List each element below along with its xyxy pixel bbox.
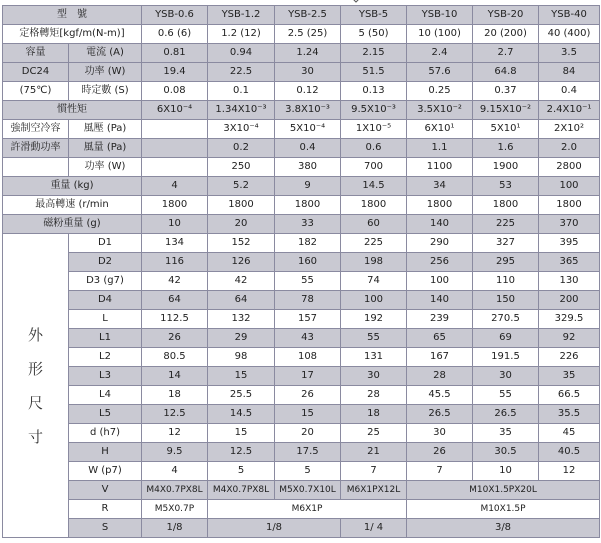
value-cell: 192 bbox=[341, 310, 407, 329]
dimension-row bbox=[3, 462, 600, 481]
value-cell: 14.5 bbox=[208, 405, 275, 424]
value-cell: 10 bbox=[142, 215, 208, 234]
value-cell: 55 bbox=[473, 386, 539, 405]
row-label: D4 bbox=[69, 291, 142, 310]
value-cell: 17.5 bbox=[275, 443, 341, 462]
value-cell: 2.4X10⁻¹ bbox=[539, 101, 600, 120]
group-label bbox=[3, 158, 69, 177]
value-cell: 12.5 bbox=[208, 443, 275, 462]
row-label: L1 bbox=[69, 329, 142, 348]
value-cell: 42 bbox=[142, 272, 208, 291]
value-cell: 25.5 bbox=[208, 386, 275, 405]
value-cell: 35 bbox=[473, 424, 539, 443]
group-label: (75℃) bbox=[3, 82, 69, 101]
value-cell: 14.5 bbox=[341, 177, 407, 196]
value-cell: 15 bbox=[208, 367, 275, 386]
value-cell: 34 bbox=[407, 177, 473, 196]
value-cell: 6X10¹ bbox=[407, 120, 473, 139]
row-label: 風量 (Pa) bbox=[69, 139, 142, 158]
value-cell: 100 bbox=[407, 272, 473, 291]
value-cell: 30 bbox=[407, 424, 473, 443]
row-label: 電流 (A) bbox=[69, 44, 142, 63]
group-label: 容量 bbox=[3, 44, 69, 63]
dimension-row bbox=[3, 424, 600, 443]
value-cell: 66.5 bbox=[539, 386, 600, 405]
value-cell: 45.5 bbox=[407, 386, 473, 405]
value-cell: 395 bbox=[539, 234, 600, 253]
value-cell: 239 bbox=[407, 310, 473, 329]
value-cell: 64 bbox=[142, 291, 208, 310]
value-cell: M10X1.5P bbox=[407, 500, 600, 519]
value-cell: 35 bbox=[539, 367, 600, 386]
value-cell: 2.4 bbox=[407, 44, 473, 63]
value-cell: 30.5 bbox=[473, 443, 539, 462]
dimension-group-char: 形 bbox=[27, 359, 43, 378]
dimension-group-char: 尺 bbox=[27, 393, 43, 412]
group-label: 強制空冷容 bbox=[3, 120, 69, 139]
model-header: YSB-40 bbox=[539, 6, 600, 25]
torque-row bbox=[3, 25, 600, 44]
value-cell: 0.6 bbox=[341, 139, 407, 158]
value-cell: 0.1 bbox=[208, 82, 275, 101]
value-cell: 198 bbox=[341, 253, 407, 272]
value-cell: 256 bbox=[407, 253, 473, 272]
value-cell: 295 bbox=[473, 253, 539, 272]
value-cell: 3.5X10⁻² bbox=[407, 101, 473, 120]
group-label: 許滑動功率 bbox=[3, 139, 69, 158]
value-cell: 132 bbox=[208, 310, 275, 329]
value-cell: 64 bbox=[208, 291, 275, 310]
value-cell: 20 (200) bbox=[473, 25, 539, 44]
value-cell: 110 bbox=[473, 272, 539, 291]
row-label: 功率 (W) bbox=[69, 158, 142, 177]
value-cell: 9.5 bbox=[142, 443, 208, 462]
value-cell: 100 bbox=[341, 291, 407, 310]
value-cell: 28 bbox=[407, 367, 473, 386]
value-cell: 17 bbox=[275, 367, 341, 386]
value-cell: 250 bbox=[208, 158, 275, 177]
value-cell: 0.08 bbox=[142, 82, 208, 101]
value-cell: 6X10⁻⁴ bbox=[142, 101, 208, 120]
model-header: YSB-0.6 bbox=[142, 6, 208, 25]
model-header-label: 型 號 bbox=[3, 6, 142, 25]
value-cell: 4 bbox=[142, 177, 208, 196]
row-label: 風壓 (Pa) bbox=[69, 120, 142, 139]
value-cell: 84 bbox=[539, 63, 600, 82]
value-cell: 20 bbox=[275, 424, 341, 443]
value-cell: 1/8 bbox=[208, 519, 341, 538]
value-cell: 100 bbox=[539, 177, 600, 196]
value-cell: 35.5 bbox=[539, 405, 600, 424]
value-cell: 15 bbox=[275, 405, 341, 424]
value-cell: 14 bbox=[142, 367, 208, 386]
value-cell: 1.34X10⁻³ bbox=[208, 101, 275, 120]
value-cell: 329.5 bbox=[539, 310, 600, 329]
value-cell: 7 bbox=[407, 462, 473, 481]
row-label: D1 bbox=[69, 234, 142, 253]
row-label: L3 bbox=[69, 367, 142, 386]
value-cell: 12 bbox=[539, 462, 600, 481]
row-label: 磁粉重量 (g) bbox=[3, 215, 142, 234]
row-label: V bbox=[69, 481, 142, 500]
value-cell bbox=[142, 158, 208, 177]
inertia-row bbox=[3, 101, 600, 120]
dimension-row bbox=[3, 386, 600, 405]
value-cell: 26 bbox=[142, 329, 208, 348]
thread-r-row bbox=[3, 500, 600, 519]
value-cell: M5X0.7X10L bbox=[275, 481, 341, 500]
value-cell: 80.5 bbox=[142, 348, 208, 367]
value-cell: 74 bbox=[341, 272, 407, 291]
dimension-group-char: 寸 bbox=[27, 427, 43, 446]
value-cell: 112.5 bbox=[142, 310, 208, 329]
dimension-row bbox=[3, 367, 600, 386]
model-header: YSB-20 bbox=[473, 6, 539, 25]
powder_weight-row bbox=[3, 215, 600, 234]
value-cell: 3.8X10⁻³ bbox=[275, 101, 341, 120]
group-label: DC24 bbox=[3, 63, 69, 82]
model-header: YSB-10 bbox=[407, 6, 473, 25]
value-cell: 51.5 bbox=[341, 63, 407, 82]
value-cell: 150 bbox=[473, 291, 539, 310]
value-cell: 2.0 bbox=[539, 139, 600, 158]
value-cell: 4 bbox=[142, 462, 208, 481]
row-label: D3 (g7) bbox=[69, 272, 142, 291]
thread-s-row bbox=[3, 519, 600, 538]
thread-v-row bbox=[3, 481, 600, 500]
value-cell: 18 bbox=[341, 405, 407, 424]
value-cell: 0.13 bbox=[341, 82, 407, 101]
dimension-row bbox=[3, 272, 600, 291]
value-cell: 57.6 bbox=[407, 63, 473, 82]
value-cell bbox=[142, 120, 208, 139]
value-cell: 2.5 (25) bbox=[275, 25, 341, 44]
value-cell: 64.8 bbox=[473, 63, 539, 82]
value-cell: 3.5 bbox=[539, 44, 600, 63]
dimension-row bbox=[3, 234, 600, 253]
row-label: S bbox=[69, 519, 142, 538]
dimension-row bbox=[3, 329, 600, 348]
value-cell: 29 bbox=[208, 329, 275, 348]
dimension-row bbox=[3, 310, 600, 329]
value-cell: 20 bbox=[208, 215, 275, 234]
value-cell: 1900 bbox=[473, 158, 539, 177]
value-cell: M10X1.5PX20L bbox=[407, 481, 600, 500]
value-cell: 1100 bbox=[407, 158, 473, 177]
value-cell: M4X0.7PX8L bbox=[142, 481, 208, 500]
row-label: 時定數 (S) bbox=[69, 82, 142, 101]
value-cell: 43 bbox=[275, 329, 341, 348]
weight-row bbox=[3, 177, 600, 196]
value-cell: M5X0.7P bbox=[142, 500, 208, 519]
value-cell: 30 bbox=[341, 367, 407, 386]
value-cell: 1800 bbox=[275, 196, 341, 215]
value-cell: 140 bbox=[407, 291, 473, 310]
row-label: H bbox=[69, 443, 142, 462]
row-label: L4 bbox=[69, 386, 142, 405]
value-cell: 0.2 bbox=[208, 139, 275, 158]
dimension-row bbox=[3, 443, 600, 462]
value-cell: 2X10² bbox=[539, 120, 600, 139]
dimension-row bbox=[3, 253, 600, 272]
dimension-group-char: 外 bbox=[27, 325, 43, 344]
value-cell: 700 bbox=[341, 158, 407, 177]
value-cell: 33 bbox=[275, 215, 341, 234]
value-cell: 21 bbox=[341, 443, 407, 462]
row-label: 重量 (kg) bbox=[3, 177, 142, 196]
value-cell: 380 bbox=[275, 158, 341, 177]
value-cell: 1.24 bbox=[275, 44, 341, 63]
row-label: L5 bbox=[69, 405, 142, 424]
value-cell: 60 bbox=[341, 215, 407, 234]
value-cell: 226 bbox=[539, 348, 600, 367]
dimension-group-label bbox=[3, 234, 69, 538]
value-cell: 191.5 bbox=[473, 348, 539, 367]
value-cell: 225 bbox=[341, 234, 407, 253]
value-cell: 30 bbox=[275, 63, 341, 82]
value-cell: 12.5 bbox=[142, 405, 208, 424]
value-cell: 1.6 bbox=[473, 139, 539, 158]
value-cell bbox=[142, 139, 208, 158]
model-header: YSB-2.5 bbox=[275, 6, 341, 25]
value-cell: 18 bbox=[142, 386, 208, 405]
value-cell: 365 bbox=[539, 253, 600, 272]
air_flow-row bbox=[3, 139, 600, 158]
value-cell: 1X10⁻⁵ bbox=[341, 120, 407, 139]
value-cell: 69 bbox=[473, 329, 539, 348]
row-label: 定格轉矩[kgf/m(N-m)] bbox=[3, 25, 142, 44]
header-row bbox=[3, 6, 600, 25]
value-cell: 0.25 bbox=[407, 82, 473, 101]
air_press-row bbox=[3, 120, 600, 139]
value-cell: 126 bbox=[208, 253, 275, 272]
value-cell: 40.5 bbox=[539, 443, 600, 462]
row-label: 慣性矩 bbox=[3, 101, 142, 120]
spec-table bbox=[2, 5, 600, 538]
time_const-row bbox=[3, 82, 600, 101]
value-cell: 5 bbox=[275, 462, 341, 481]
value-cell: 25 bbox=[341, 424, 407, 443]
value-cell: 1/8 bbox=[142, 519, 208, 538]
value-cell: M6X1PX12L bbox=[341, 481, 407, 500]
value-cell: 5X10¹ bbox=[473, 120, 539, 139]
value-cell: 116 bbox=[142, 253, 208, 272]
value-cell: 5X10⁻⁴ bbox=[275, 120, 341, 139]
value-cell: 55 bbox=[275, 272, 341, 291]
value-cell: 1800 bbox=[539, 196, 600, 215]
dimension-row bbox=[3, 405, 600, 424]
value-cell: 22.5 bbox=[208, 63, 275, 82]
value-cell: 42 bbox=[208, 272, 275, 291]
row-label: R bbox=[69, 500, 142, 519]
row-label: W (p7) bbox=[69, 462, 142, 481]
value-cell: 98 bbox=[208, 348, 275, 367]
value-cell: 152 bbox=[208, 234, 275, 253]
value-cell: 45 bbox=[539, 424, 600, 443]
dimension-row bbox=[3, 348, 600, 367]
value-cell: 19.4 bbox=[142, 63, 208, 82]
value-cell: 10 bbox=[473, 462, 539, 481]
value-cell: 1/ 4 bbox=[341, 519, 407, 538]
value-cell: 160 bbox=[275, 253, 341, 272]
value-cell: 15 bbox=[208, 424, 275, 443]
value-cell: 3/8 bbox=[407, 519, 600, 538]
row-label: L bbox=[69, 310, 142, 329]
value-cell: 1800 bbox=[142, 196, 208, 215]
row-label: d (h7) bbox=[69, 424, 142, 443]
corner-mark-icon bbox=[352, 0, 360, 3]
value-cell: 1.2 (12) bbox=[208, 25, 275, 44]
slip-power-row bbox=[3, 158, 600, 177]
value-cell: 1800 bbox=[407, 196, 473, 215]
value-cell: 7 bbox=[341, 462, 407, 481]
value-cell: 10 (100) bbox=[407, 25, 473, 44]
value-cell: 30 bbox=[473, 367, 539, 386]
value-cell: 92 bbox=[539, 329, 600, 348]
value-cell: 65 bbox=[407, 329, 473, 348]
value-cell: 157 bbox=[275, 310, 341, 329]
value-cell: 131 bbox=[341, 348, 407, 367]
value-cell: 2.7 bbox=[473, 44, 539, 63]
value-cell: 270.5 bbox=[473, 310, 539, 329]
value-cell: 225 bbox=[473, 215, 539, 234]
value-cell: 130 bbox=[539, 272, 600, 291]
value-cell: 2.15 bbox=[341, 44, 407, 63]
value-cell: 370 bbox=[539, 215, 600, 234]
value-cell: 1.1 bbox=[407, 139, 473, 158]
value-cell: 1800 bbox=[208, 196, 275, 215]
value-cell: 40 (400) bbox=[539, 25, 600, 44]
value-cell: 200 bbox=[539, 291, 600, 310]
row-label: L2 bbox=[69, 348, 142, 367]
value-cell: 290 bbox=[407, 234, 473, 253]
value-cell: 0.6 (6) bbox=[142, 25, 208, 44]
value-cell: 9.5X10⁻³ bbox=[341, 101, 407, 120]
value-cell: 26.5 bbox=[407, 405, 473, 424]
value-cell: 9.15X10⁻² bbox=[473, 101, 539, 120]
value-cell: 140 bbox=[407, 215, 473, 234]
value-cell: 0.81 bbox=[142, 44, 208, 63]
power-row bbox=[3, 63, 600, 82]
value-cell: 53 bbox=[473, 177, 539, 196]
value-cell: 28 bbox=[341, 386, 407, 405]
value-cell: 55 bbox=[341, 329, 407, 348]
value-cell: 0.37 bbox=[473, 82, 539, 101]
model-header: YSB-1.2 bbox=[208, 6, 275, 25]
value-cell: 167 bbox=[407, 348, 473, 367]
dimension-row bbox=[3, 291, 600, 310]
value-cell: 78 bbox=[275, 291, 341, 310]
current-row bbox=[3, 44, 600, 63]
model-header: YSB-5 bbox=[341, 6, 407, 25]
value-cell: 5 (50) bbox=[341, 25, 407, 44]
value-cell: 182 bbox=[275, 234, 341, 253]
value-cell: 0.4 bbox=[539, 82, 600, 101]
value-cell: 1800 bbox=[341, 196, 407, 215]
value-cell: 9 bbox=[275, 177, 341, 196]
value-cell: 26.5 bbox=[473, 405, 539, 424]
value-cell: 1800 bbox=[473, 196, 539, 215]
value-cell: M4X0.7PX8L bbox=[208, 481, 275, 500]
row-label: 最高轉速 (r/min bbox=[3, 196, 142, 215]
row-label: 功率 (W) bbox=[69, 63, 142, 82]
row-label: D2 bbox=[69, 253, 142, 272]
value-cell: 12 bbox=[142, 424, 208, 443]
value-cell: 5 bbox=[208, 462, 275, 481]
value-cell: 0.4 bbox=[275, 139, 341, 158]
value-cell: 327 bbox=[473, 234, 539, 253]
value-cell: 0.94 bbox=[208, 44, 275, 63]
value-cell: 0.12 bbox=[275, 82, 341, 101]
value-cell: 5.2 bbox=[208, 177, 275, 196]
value-cell: M6X1P bbox=[208, 500, 407, 519]
value-cell: 2800 bbox=[539, 158, 600, 177]
value-cell: 108 bbox=[275, 348, 341, 367]
max_speed-row bbox=[3, 196, 600, 215]
value-cell: 26 bbox=[275, 386, 341, 405]
value-cell: 134 bbox=[142, 234, 208, 253]
value-cell: 3X10⁻⁴ bbox=[208, 120, 275, 139]
value-cell: 26 bbox=[407, 443, 473, 462]
